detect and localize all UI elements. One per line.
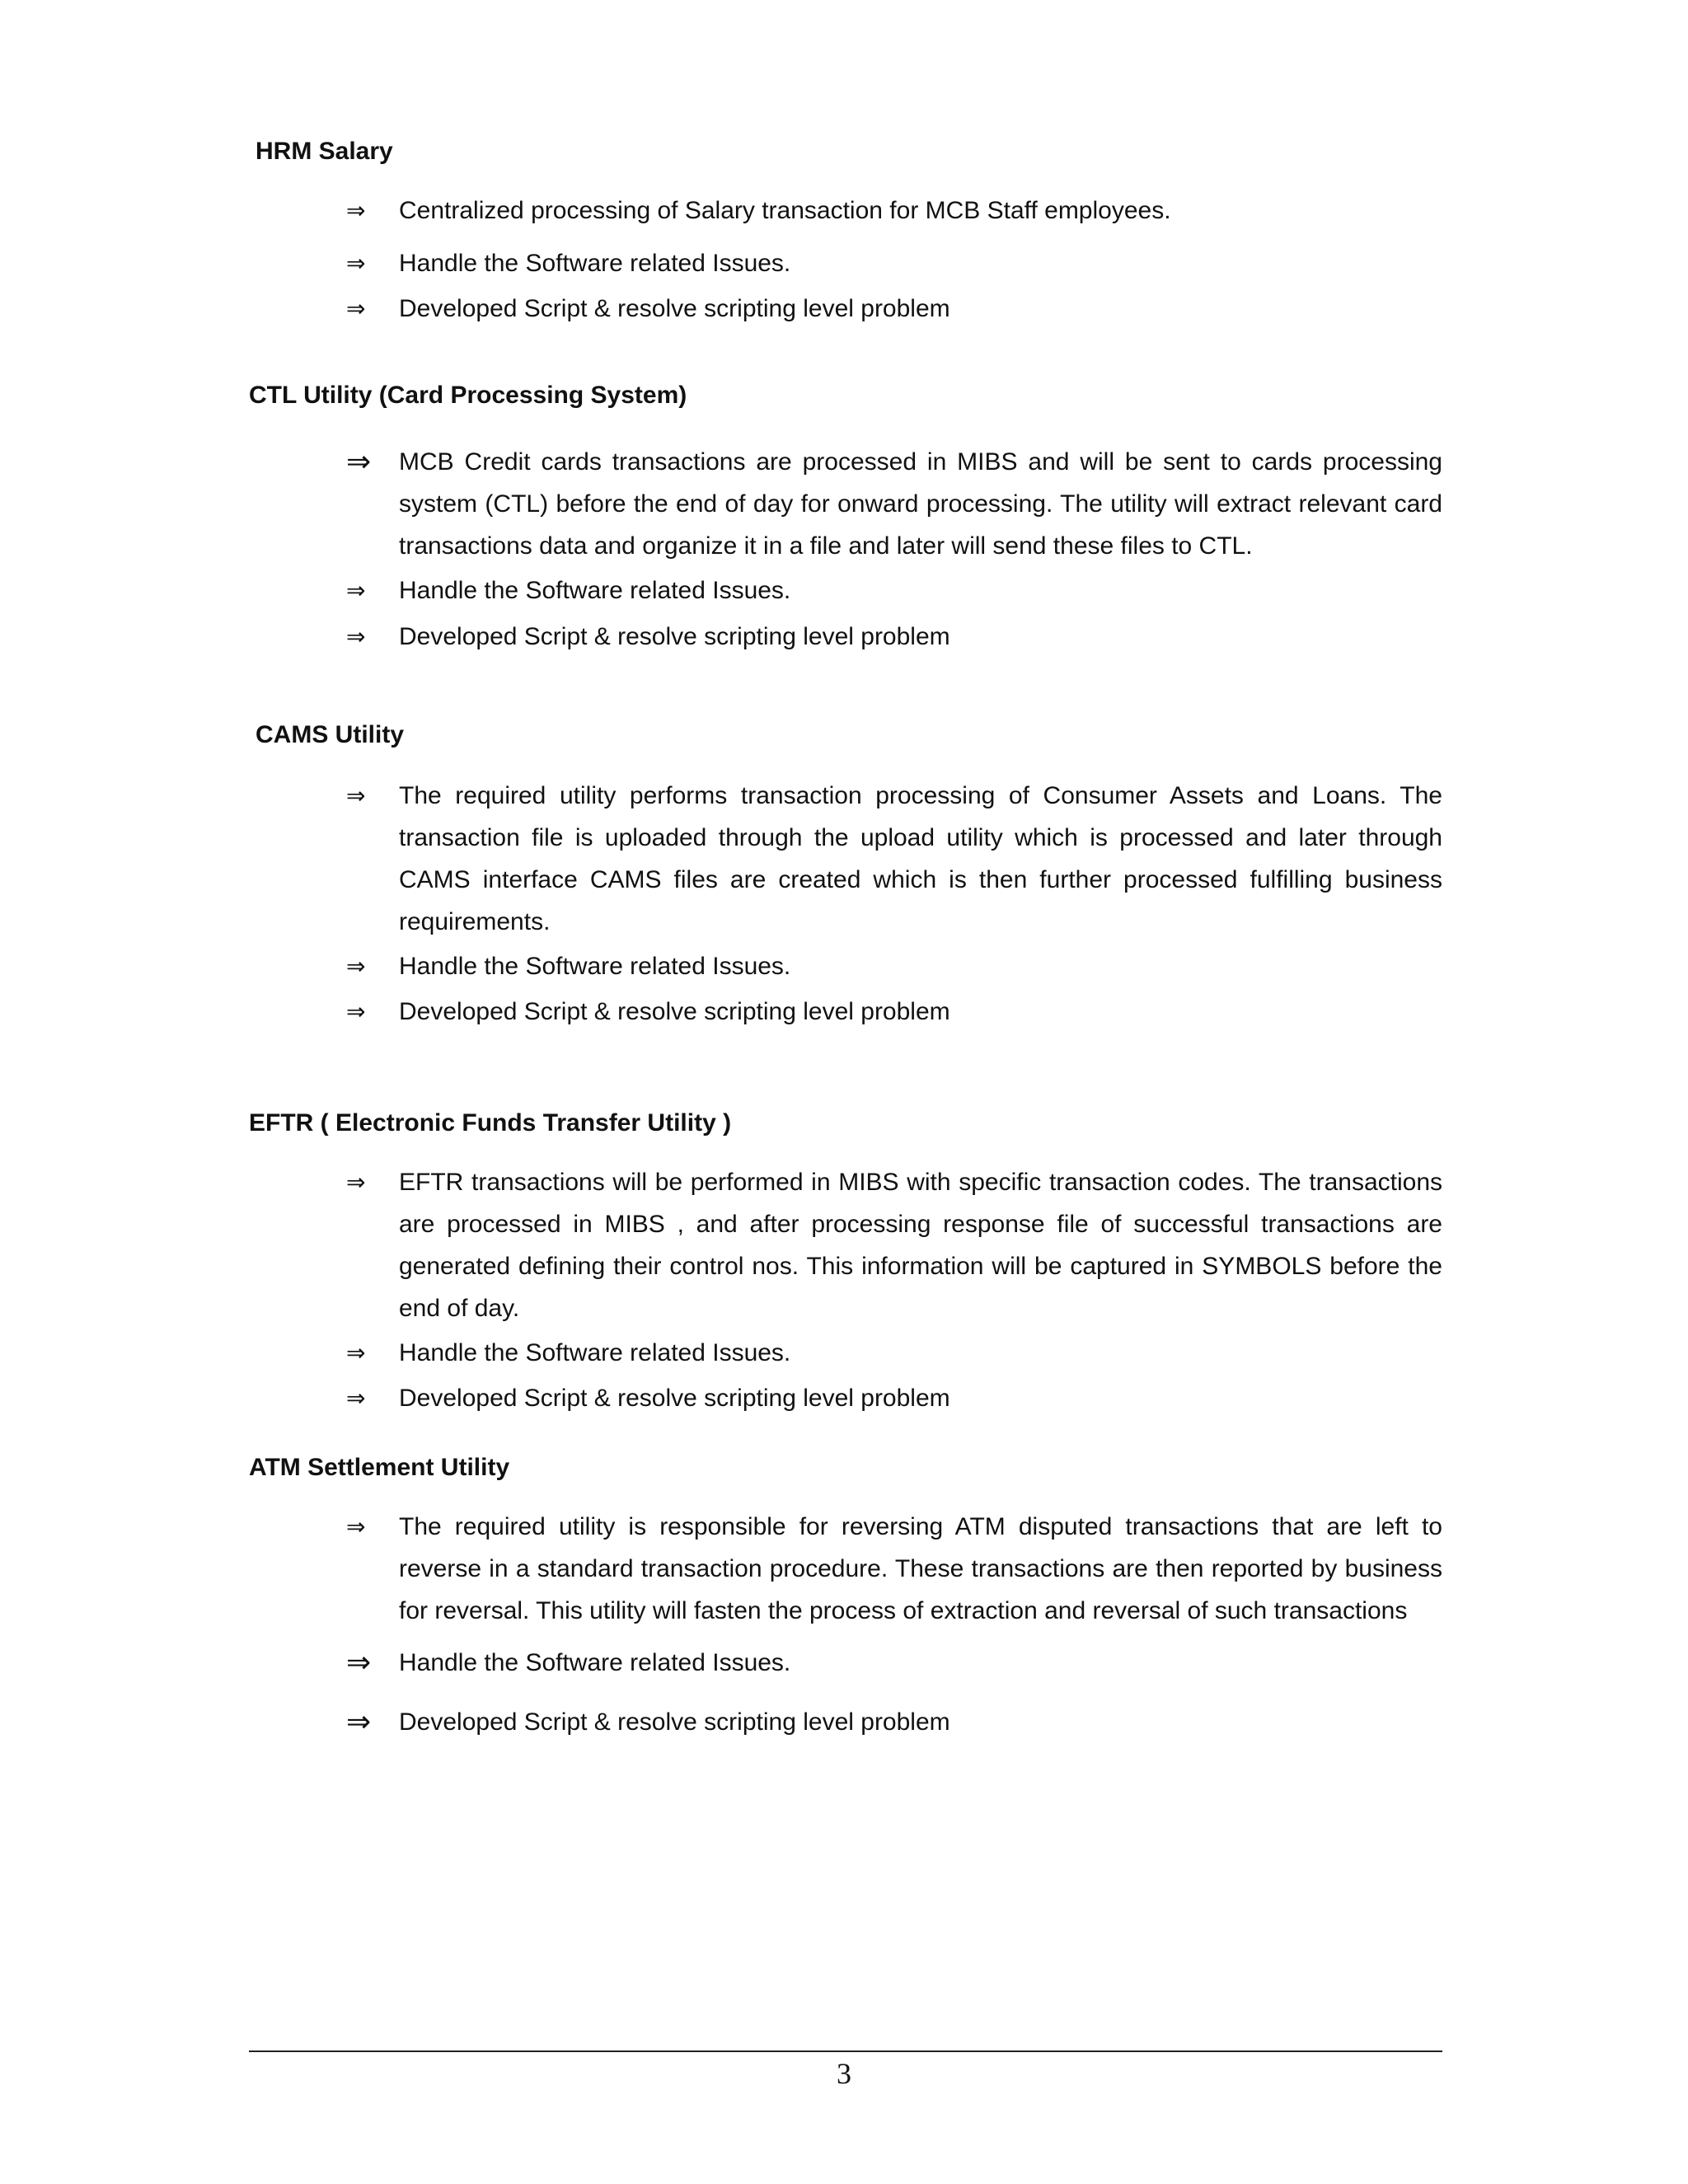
list-item bbox=[346, 1701, 1442, 1743]
list-item bbox=[346, 190, 1442, 232]
list-item bbox=[346, 288, 1442, 330]
bullet-text: Developed Script & resolve scripting level problem bbox=[399, 295, 950, 322]
bullet-text: Handle the Software related Issues. bbox=[399, 953, 791, 980]
bullet-text: The required utility is responsible for reversing ATM disputed transactions that are left to reverse in a standard transaction procedure. These transactions are then reported by business for reversal. This utility will fasten the process of extraction and reversal of such transactions bbox=[399, 1513, 1442, 1624]
list-item bbox=[346, 441, 1442, 567]
section-heading: HRM Salary bbox=[256, 138, 393, 165]
bullet-list bbox=[346, 1161, 1442, 1419]
list-item bbox=[346, 242, 1442, 284]
list-item bbox=[346, 1642, 1442, 1684]
list-item bbox=[346, 945, 1442, 987]
implies-arrow-icon: ⇒ bbox=[346, 998, 366, 1025]
implies-arrow-icon: ⇒ bbox=[346, 1646, 372, 1680]
bullet-list bbox=[346, 441, 1442, 658]
section-heading: CTL Utility (Card Processing System) bbox=[249, 382, 687, 409]
footer-divider bbox=[249, 2050, 1442, 2052]
implies-arrow-icon: ⇒ bbox=[346, 1385, 366, 1412]
bullet-text: MCB Credit cards transactions are processed in MIBS and will be sent to cards processing system (CTL) before the end of day for onward processing. The utility will extract relevant card transactions data and organize it in a file and later will send these files to CTL. bbox=[399, 448, 1442, 560]
implies-arrow-icon: ⇒ bbox=[346, 953, 366, 980]
bullet-list bbox=[346, 1506, 1442, 1743]
implies-arrow-icon: ⇒ bbox=[346, 1339, 366, 1366]
bullet-text: EFTR transactions will be performed in MIBS with specific transaction codes. The transactions are processed in MIBS , and after processing response file of successful transactions are generated defining their control nos. This information will be captured in SYMBOLS before the end of day. bbox=[399, 1169, 1442, 1322]
implies-arrow-icon: ⇒ bbox=[346, 1169, 366, 1196]
section-heading: CAMS Utility bbox=[256, 721, 404, 748]
implies-arrow-icon: ⇒ bbox=[346, 250, 366, 277]
bullet-text: Handle the Software related Issues. bbox=[399, 250, 791, 277]
page-number: 3 bbox=[837, 2057, 851, 2090]
list-item bbox=[346, 1506, 1442, 1632]
implies-arrow-icon: ⇒ bbox=[346, 197, 366, 224]
bullet-list bbox=[346, 190, 1442, 330]
implies-arrow-icon: ⇒ bbox=[346, 1513, 366, 1540]
section-heading: ATM Settlement Utility bbox=[249, 1454, 510, 1481]
list-item bbox=[346, 569, 1442, 612]
bullet-text: Developed Script & resolve scripting level problem bbox=[399, 623, 950, 650]
bullet-text: Developed Script & resolve scripting level problem bbox=[399, 1708, 950, 1736]
bullet-text: Developed Script & resolve scripting level problem bbox=[399, 998, 950, 1025]
bullet-list bbox=[346, 775, 1442, 1033]
implies-arrow-icon: ⇒ bbox=[346, 577, 366, 604]
section-heading: EFTR ( Electronic Funds Transfer Utility ) bbox=[249, 1109, 732, 1137]
list-item bbox=[346, 775, 1442, 943]
bullet-text: Developed Script & resolve scripting level problem bbox=[399, 1385, 950, 1412]
list-item bbox=[346, 991, 1442, 1033]
implies-arrow-icon: ⇒ bbox=[346, 445, 372, 479]
bullet-text: Centralized processing of Salary transaction for MCB Staff employees. bbox=[399, 197, 1171, 224]
bullet-text: Handle the Software related Issues. bbox=[399, 577, 791, 604]
list-item bbox=[346, 1332, 1442, 1374]
list-item bbox=[346, 1161, 1442, 1329]
implies-arrow-icon: ⇒ bbox=[346, 1705, 372, 1739]
bullet-text: Handle the Software related Issues. bbox=[399, 1649, 791, 1676]
implies-arrow-icon: ⇒ bbox=[346, 782, 366, 809]
implies-arrow-icon: ⇒ bbox=[346, 623, 366, 650]
bullet-text: Handle the Software related Issues. bbox=[399, 1339, 791, 1366]
implies-arrow-icon: ⇒ bbox=[346, 295, 366, 322]
list-item bbox=[346, 1377, 1442, 1419]
bullet-text: The required utility performs transaction processing of Consumer Assets and Loans. The transaction file is uploaded through the upload utility which is processed and later through CAMS interface CAMS files are created which is then further processed fulfilling business requirements. bbox=[399, 782, 1442, 935]
list-item bbox=[346, 616, 1442, 658]
